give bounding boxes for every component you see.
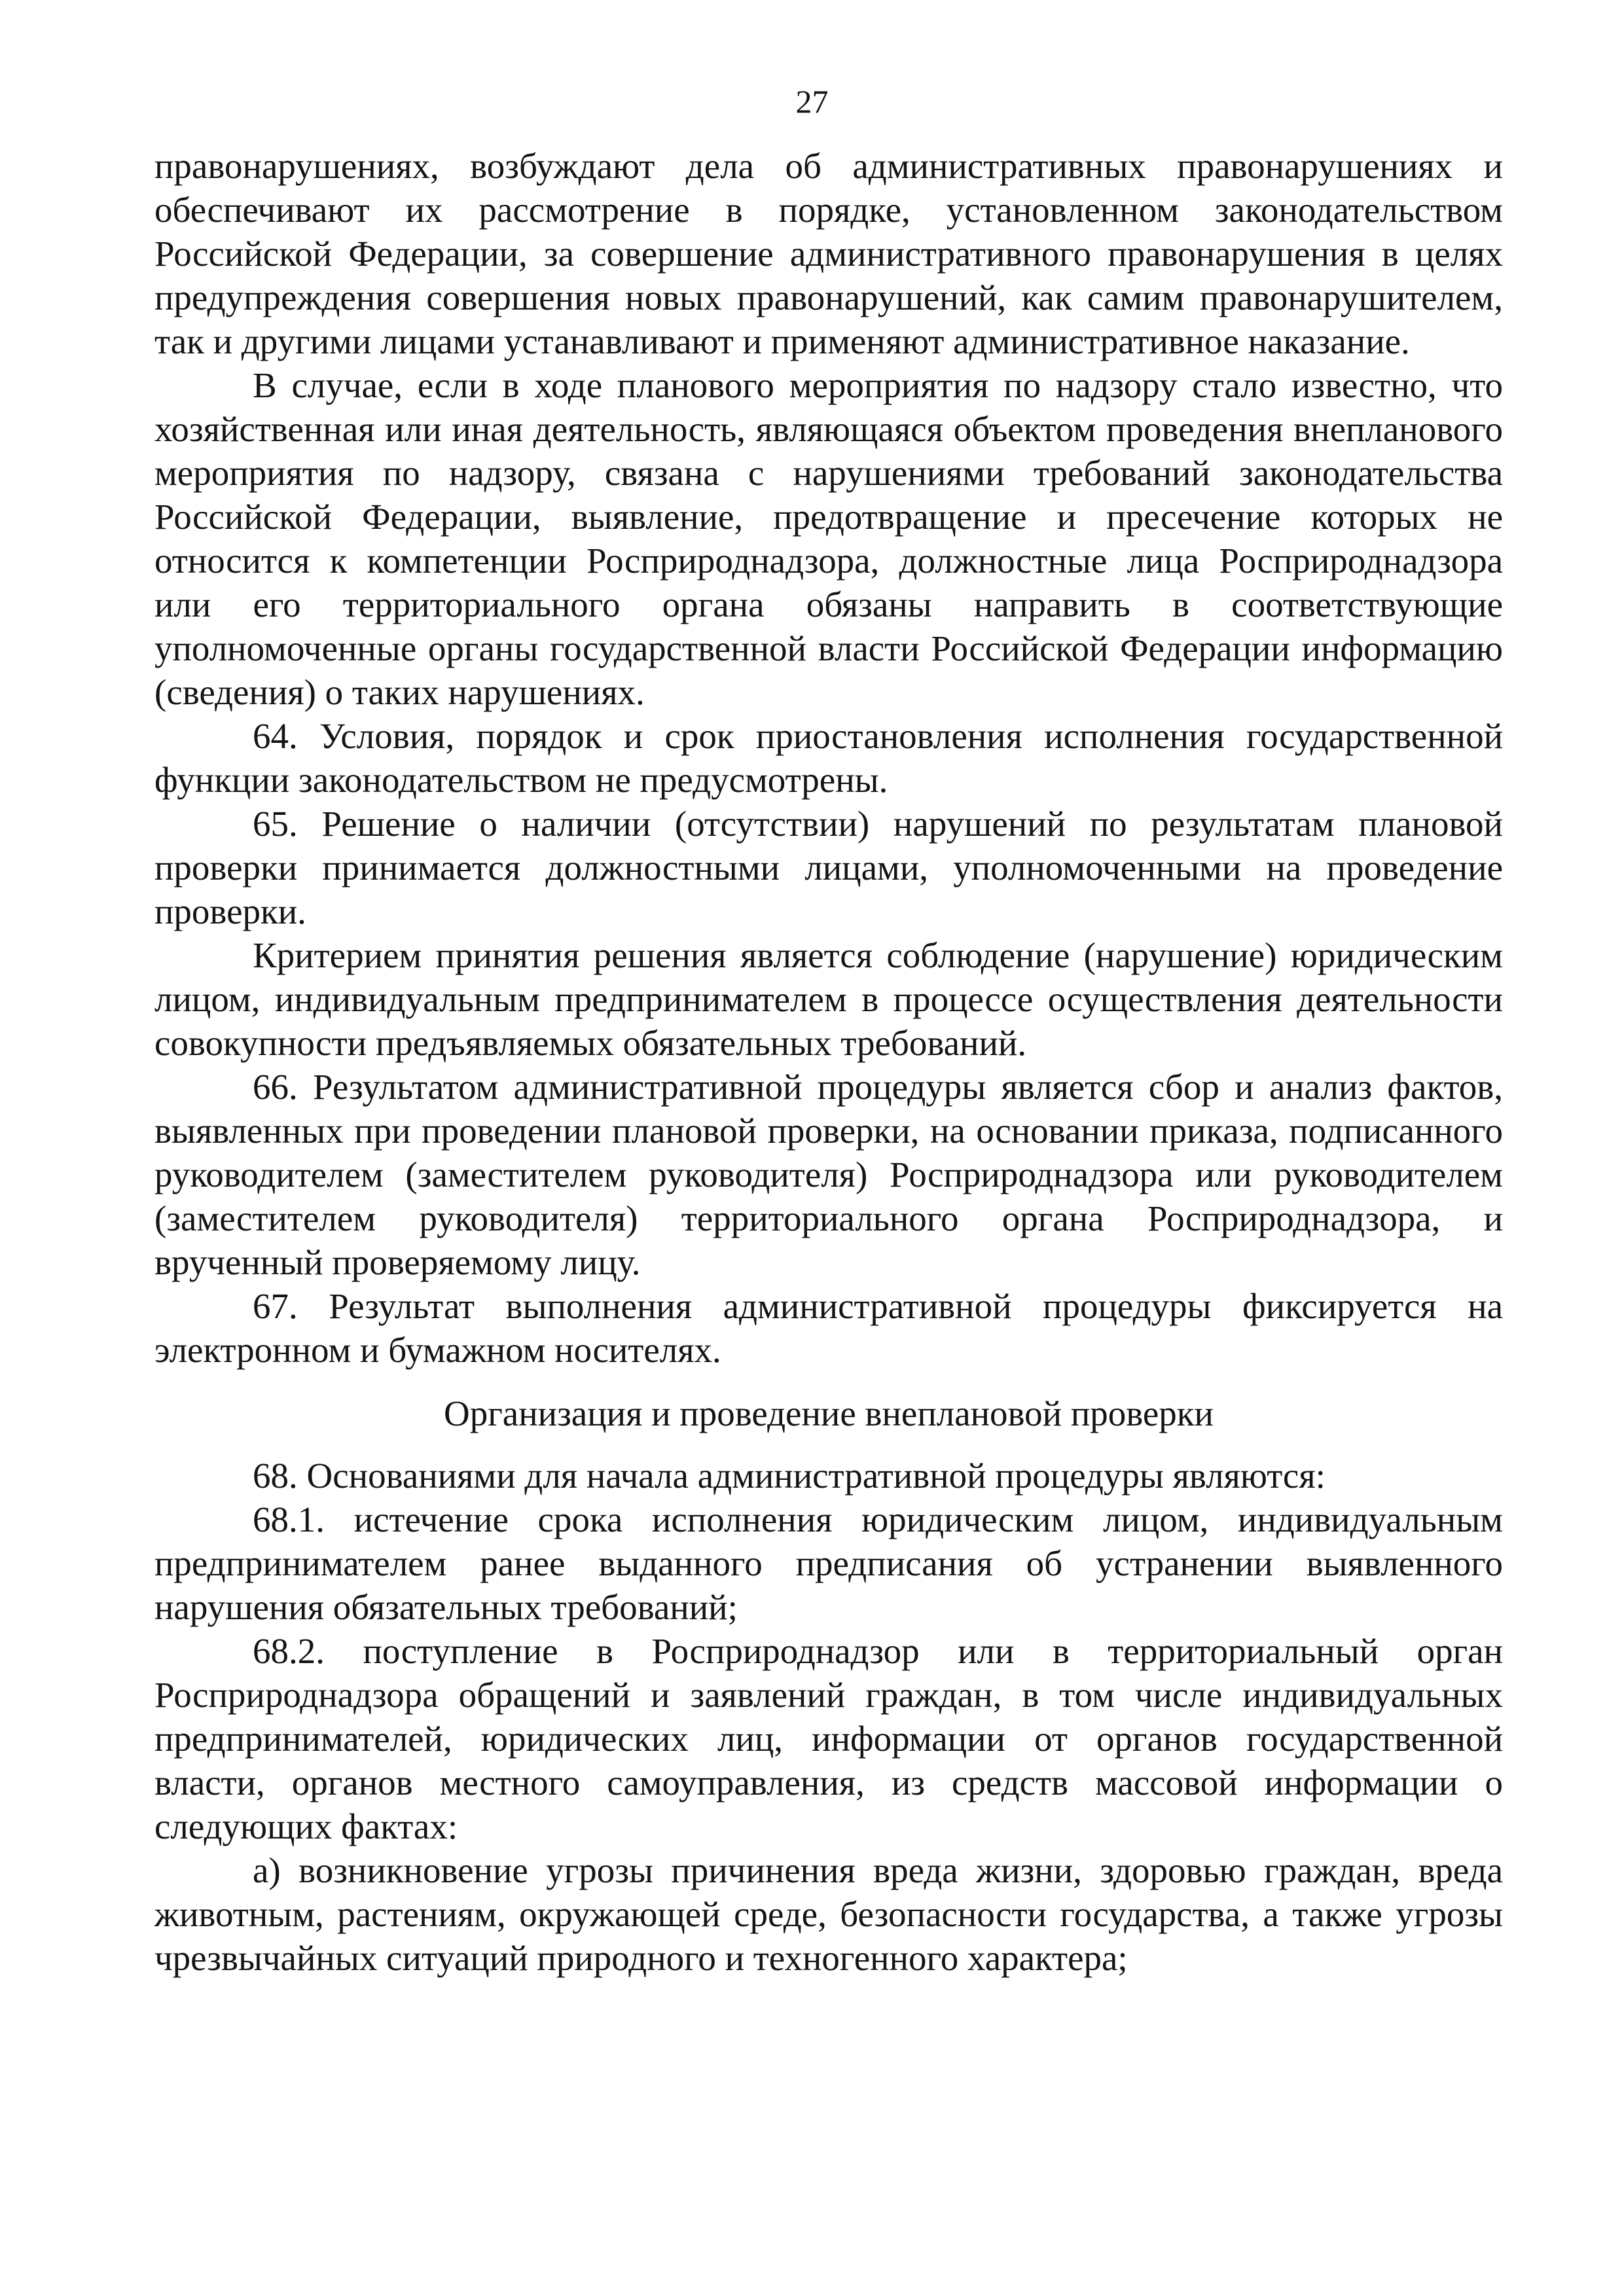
paragraph-68-1: 68.1. истечение срока исполнения юридическим лицом, индивидуальным предпринимателем ранее выданного предписания об устранении выявленного нарушения обязательных требований; [154, 1499, 1503, 1627]
paragraph-continuation: правонарушениях, возбуждают дела об административных правонарушениях и обеспечивают их рассмотрение в порядке, установленном законодательством Российской Федерации, за совершение административного правонарушения в целях предупреждения совершения новых правонарушений, как самим правонарушителем, так и другими лицами устанавливают и применяют административное наказание. [154, 146, 1503, 361]
paragraph-67: 67. Результат выполнения административной процедуры фиксируется на электронном и бумажном носителях. [154, 1286, 1503, 1370]
section-heading: Организация и проведение внеплановой проверки [444, 1393, 1214, 1433]
paragraph-64: 64. Условия, порядок и срок приостановления исполнения государственной функции законодательством не предусмотрены. [154, 716, 1503, 800]
paragraph-65: 65. Решение о наличии (отсутствии) нарушений по результатам плановой проверки принимается должностными лицами, уполномоченными на проведение проверки. [154, 804, 1503, 931]
paragraph-68-2-a: а) возникновение угрозы причинения вреда жизни, здоровью граждан, вреда животным, растениям, окружающей среде, безопасности государства, а также угрозы чрезвычайных ситуаций природного и техногенного характера; [154, 1850, 1503, 1978]
paragraph-68: 68. Основаниями для начала административной процедуры являются: [253, 1456, 1326, 1496]
page-number: 27 [795, 83, 829, 120]
paragraph-66: 66. Результатом административной процедуры является сбор и анализ фактов, выявленных при проведении плановой проверки, на основании приказа, подписанного руководителем (заместителем руководителя) Росприроднадзора или руководителем (заместителем руководителя) территориального органа Росприроднадзора, и врученный проверяемому лицу. [154, 1067, 1503, 1282]
paragraph-violations-notice: В случае, если в ходе планового мероприятия по надзору стало известно, что хозяйственная или иная деятельность, являющаяся объектом проведения внепланового мероприятия по надзору, связана с нарушениями требований законодательства Российской Федерации, выявление, предотвращение и пресечение которых не относится к компетенции Росприроднадзора, должностные лица Росприроднадзора или его территориального органа обязаны направить в соответствующие уполномоченные органы государственной власти Российской Федерации информацию (сведения) о таких нарушениях. [154, 365, 1503, 712]
document-body [154, 144, 1503, 1980]
paragraph-decision-criterion: Критерием принятия решения является соблюдение (нарушение) юридическим лицом, индивидуальным предпринимателем в процессе осуществления деятельности совокупности предъявляемых обязательных требований. [154, 935, 1503, 1063]
paragraph-68-2: 68.2. поступление в Росприроднадзор или в территориальный орган Росприроднадзора обращений и заявлений граждан, в том числе индивидуальных предпринимателей, юридических лиц, информации от органов государственной власти, органов местного самоуправления, из средств массовой информации о следующих фактах: [154, 1631, 1503, 1846]
